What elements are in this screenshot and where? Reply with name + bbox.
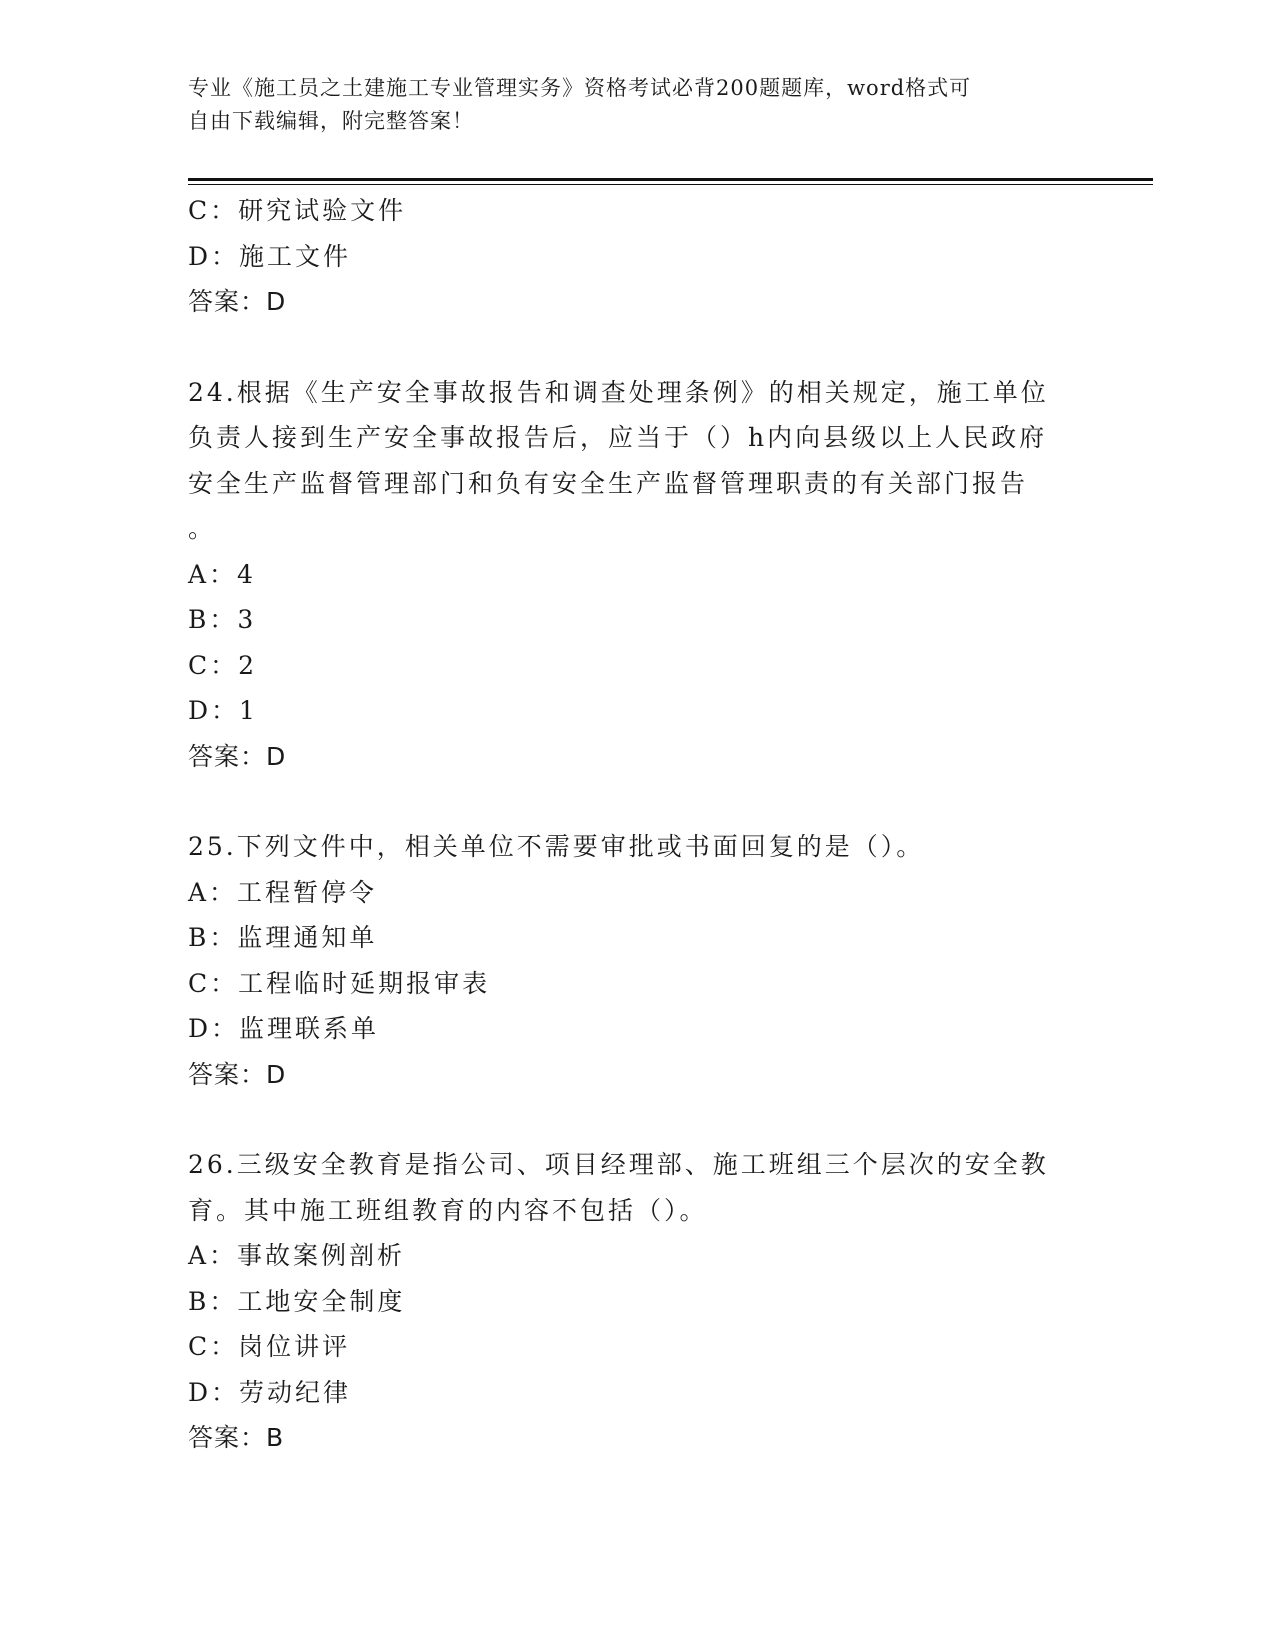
spacer (188, 325, 1088, 370)
option-d: D：劳动纪律 (188, 1377, 352, 1407)
question-text-line: 26.三级安全教育是指公司、项目经理部、施工班组三个层次的安全教 (188, 1150, 1049, 1179)
question-text-line: 24.根据《生产安全事故报告和调查处理条例》的相关规定，施工单位 (188, 377, 1049, 407)
option-c: C：研究试验文件 (188, 196, 407, 225)
spacer (188, 1097, 1088, 1142)
option-d: D：施工文件 (188, 241, 352, 271)
answer-line: 答案：D (188, 1059, 287, 1089)
question-text-line: 育。其中施工班组教育的内容不包括（）。 (188, 1195, 708, 1225)
option-d: D：监理联系单 (188, 1014, 380, 1043)
header-rule-thin (188, 184, 1153, 185)
question-26 (188, 1142, 1088, 1461)
question-24 (188, 370, 1088, 780)
header-line-1: 专业《施工员之土建施工专业管理实务》资格考试必背200题题库，word格式可 (188, 76, 972, 100)
question-text-line: 。 (188, 514, 217, 543)
option-b: B：监理通知单 (188, 923, 378, 952)
question-25 (188, 824, 1088, 1097)
option-b: B：3 (188, 605, 257, 634)
option-c: C：工程临时延期报审表 (188, 968, 491, 998)
header-rule-thick (188, 178, 1153, 181)
document-header (188, 72, 1088, 138)
question-text-line: 安全生产监督管理部门和负有安全生产监督管理职责的有关部门报告 (188, 468, 1029, 498)
answer-line: 答案：D (188, 741, 287, 771)
document-body (188, 188, 1088, 1461)
question-text-line: 负责人接到生产安全事故报告后，应当于（）h内向县级以上人民政府 (188, 423, 1048, 452)
option-b: B：工地安全制度 (188, 1286, 406, 1316)
question-text-line: 25.下列文件中，相关单位不需要审批或书面回复的是（）。 (188, 832, 925, 861)
option-c: C：岗位讲评 (188, 1332, 351, 1361)
option-a: A：工程暂停令 (188, 877, 378, 907)
spacer (188, 779, 1088, 824)
option-c: C：2 (188, 650, 258, 680)
question-23-tail (188, 188, 1088, 325)
option-a: A：4 (188, 559, 256, 589)
answer-line: 答案：B (188, 1423, 285, 1452)
option-d: D：1 (188, 696, 258, 725)
answer-line: 答案：D (188, 287, 287, 316)
option-a: A：事故案例剖析 (188, 1241, 406, 1270)
header-line-2: 自由下载编辑，附完整答案！ (188, 109, 474, 133)
